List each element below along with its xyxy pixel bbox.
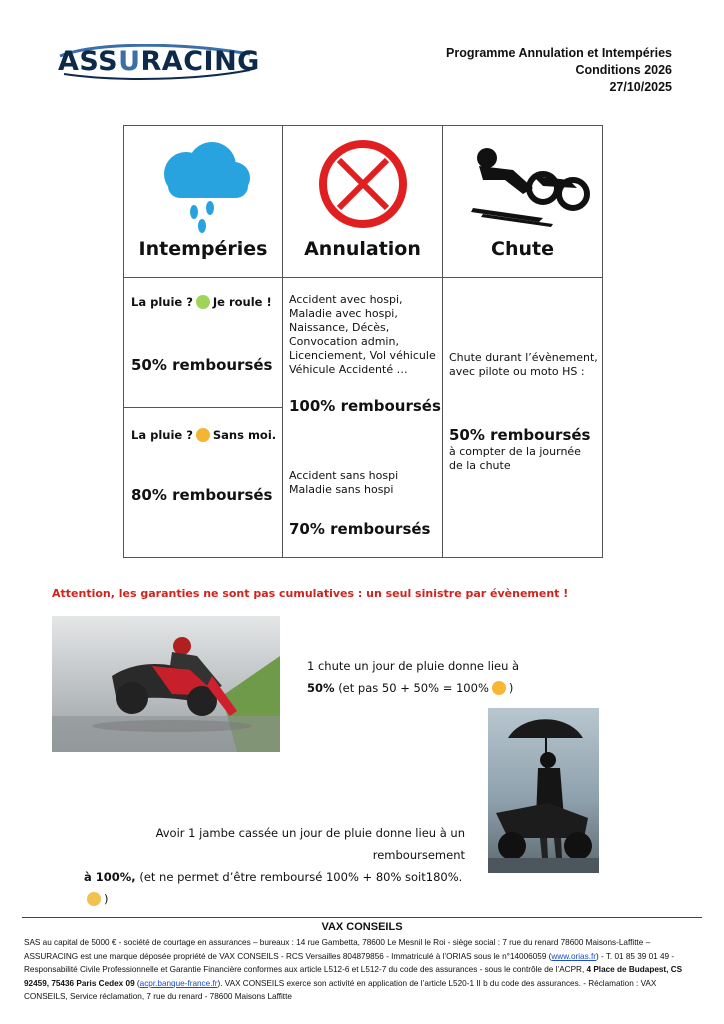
header-annulation <box>283 126 443 278</box>
refund-80: 80% remboursés <box>131 486 273 504</box>
frog-emoji-icon <box>196 295 210 309</box>
acpr-link[interactable]: acpr.banque-france.fr <box>139 978 218 988</box>
chute-detail: à compter de la journée de la chute <box>449 445 581 472</box>
orias-link[interactable]: www.orias.fr <box>551 951 596 961</box>
example1-line1: 1 chute un jour de pluie donne lieu à <box>307 659 520 673</box>
annulation-no-hospi-list: Accident sans hospi Maladie sans hospi <box>289 469 399 496</box>
photo-motorbike-rain-crash <box>52 616 280 752</box>
column-label: Intempéries <box>138 238 268 260</box>
photo-motorbike-rain-crash-image <box>52 616 280 752</box>
example-broken-leg-rain <box>84 822 465 910</box>
column-label: Annulation <box>304 238 421 260</box>
cell-annulation <box>283 278 443 558</box>
logo <box>58 44 260 80</box>
document-date: 27/10/2025 <box>609 80 672 94</box>
rain-cloud-icon <box>124 136 283 236</box>
photo-rider-umbrella-image <box>488 708 599 873</box>
document-subtitle: Conditions 2026 <box>575 63 672 77</box>
annulation-hospi-list: Accident avec hospi, Maladie avec hospi, Naissance, Décès, Convocation admin, Licenciement, Vol véhicule Véhicule Accidenté … <box>289 293 436 376</box>
example2-line1: Avoir 1 jambe cassée un jour de pluie donne lieu à un remboursement <box>155 826 465 862</box>
column-label: Chute <box>491 238 554 260</box>
motorbike-crash-icon <box>443 136 603 236</box>
warning-text: Attention, les garanties ne sont pas cumulatives : un seul sinistre par évènement ! <box>52 587 569 600</box>
coverage-table <box>123 125 603 558</box>
header-info <box>446 45 672 96</box>
example-fall-rain <box>307 655 519 699</box>
rain-rolling-text: La pluie ? Je roule ! <box>131 295 272 309</box>
footer-title: VAX CONSEILS <box>321 921 403 933</box>
chute-description: Chute durant l’évènement, avec pilote ou moto HS : <box>449 351 598 378</box>
document-title: Programme Annulation et Intempéries <box>446 46 672 60</box>
header-intemperies <box>124 126 283 278</box>
example2-line2: à 100%, (et ne permet d’être remboursé 100% + 80% soit180%.) <box>84 870 463 906</box>
cell-rain-rolling <box>124 278 283 408</box>
refund-70: 70% remboursés <box>289 520 431 538</box>
photo-rider-umbrella <box>488 708 599 873</box>
refund-100: 100% remboursés <box>289 397 441 415</box>
example1-line2: 50% (et pas 50 + 50% = 100% ) <box>307 681 514 695</box>
footer-legal: SAS au capital de 5000 € - société de courtage en assurances – bureaux : 14 rue Gambetta, 78600 Le Mesnil le Roi - siège social : 7 rue du renard 78600 Maisons-Laffitte – ASSURACING est une marque déposée propriété de VAX CONSEILS - RCS Versailles 804879856 - Immatriculé à l’ORIAS sous le n°14006059 (www.orias.fr) - T. 01 85 39 01 49 - Responsabilité Civile Professionnelle et Garantie Financière conformes aux article L512-6 et L512-7 du code des assurances - sous le contrôle de l’ACPR, 4 Place de Budapest, CS 92459, 75436 Paris Cedex 09 (acpr.banque-france.fr). VAX CONSEILS exerce son activité en application de l’article L520-1 II b du code des assurances. - Réclamation : VAX CONSEILS, Service réclamation, 7 rue du renard - 78600 Maisons Laffitte <box>24 938 683 1001</box>
frowning-emoji-icon <box>196 428 210 442</box>
rain-without-me-text: La pluie ? Sans moi. <box>131 428 277 442</box>
header-chute <box>443 126 603 278</box>
refund-chute-50: 50% remboursés <box>449 426 591 444</box>
cell-chute <box>443 278 603 558</box>
footer-divider <box>22 917 702 918</box>
cowboy-emoji-icon <box>87 892 101 906</box>
cell-rain-without-me <box>124 408 283 558</box>
cancel-icon <box>283 136 443 236</box>
smiley-emoji-icon <box>492 681 506 695</box>
refund-50: 50% remboursés <box>131 356 273 374</box>
logo-text: ASSURACING <box>58 46 260 77</box>
